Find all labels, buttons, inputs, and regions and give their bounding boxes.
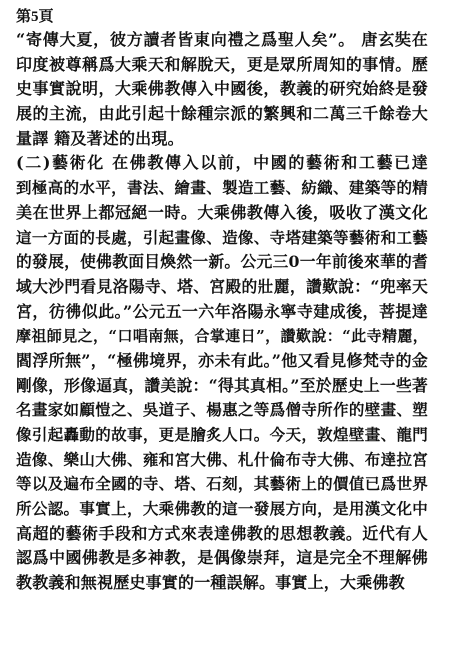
section-heading-line: (二)藝術化 在佛教傳入以前，中國的藝術和工藝已達 [16, 153, 428, 173]
text-line: 這一方面的長處，引起畫像、造像、寺塔建築等藝術和工藝 [16, 227, 428, 247]
text-line: 所公認。事實上，大乘佛教的這一發展方向，是用漢文化中 [16, 499, 428, 519]
text-line: 量譯 籍及著述的出現。 [16, 128, 184, 148]
page-number: 第5頁 [16, 9, 54, 25]
text-line: 等以及遍布全國的寺、塔、石刻，其藝術上的價值已爲世界 [16, 474, 428, 494]
text-line: 認爲中國佛教是多神教，是偶像崇拜，這是完全不理解佛 [16, 548, 428, 568]
text-line: 域大沙門看見洛陽寺、塔、宮殿的壯麗，讚歎說：“兜率天 [16, 276, 428, 296]
text-line: “寄傳大夏，彼方讀者皆東向禮之爲聖人矣”。 唐玄奘在 [16, 30, 428, 49]
text-line: 宮，彷彿似此。”公元五一六年洛陽永寧寺建成後，菩提達 [16, 301, 428, 321]
text-line: 摩祖師見之，“口唱南無，合掌連日”，讚歎說：“此寺精麗， [16, 327, 428, 346]
text-line: 史事實說明，大乘佛教傳入中國後，教義的研究始終是發 [16, 79, 428, 99]
text-line: 教教義和無視歷史事實的一種誤解。事實上，大乘佛教 [16, 573, 405, 593]
text-line: 名畫家如顧愷之、吳道子、楊惠之等爲僧寺所作的壁畫、塑 [16, 400, 428, 420]
text-line: 展的主流，由此引起十餘種宗派的繁興和二萬三千餘卷大 [16, 104, 428, 124]
body-text [16, 28, 428, 596]
text-line: 印度被尊稱爲大乘天和解脫天，更是眾所周知的事情。歷 [16, 54, 428, 74]
text-line: 高超的藝術手段和方式來表達佛教的思想教義。近代有人 [16, 523, 428, 543]
text-line: 的發展，使佛教面目煥然一新。公元三0一年前後來華的耆 [16, 252, 428, 272]
text-line: 美在世界上都冠絕一時。大乘佛教傳入後，吸收了漢文化 [16, 202, 428, 222]
text-line: 像引起轟動的故事，更是膾炙人口。今天，敦煌壁畫、龍門 [16, 425, 428, 444]
text-line: 到極高的水平，書法、繪畫、製造工藝、紡織、建築等的精 [16, 178, 428, 198]
text-line: 造像、樂山大佛、雍和宮大佛、札什倫布寺大佛、布達拉宮 [16, 449, 428, 469]
text-line: 剛像，形像逼真，讚美說：“得其真相。”至於歷史上一些著 [16, 375, 428, 395]
text-line: 閻浮所無”，“極佛境界，亦未有此。”他又看見修梵寺的金 [16, 350, 428, 370]
